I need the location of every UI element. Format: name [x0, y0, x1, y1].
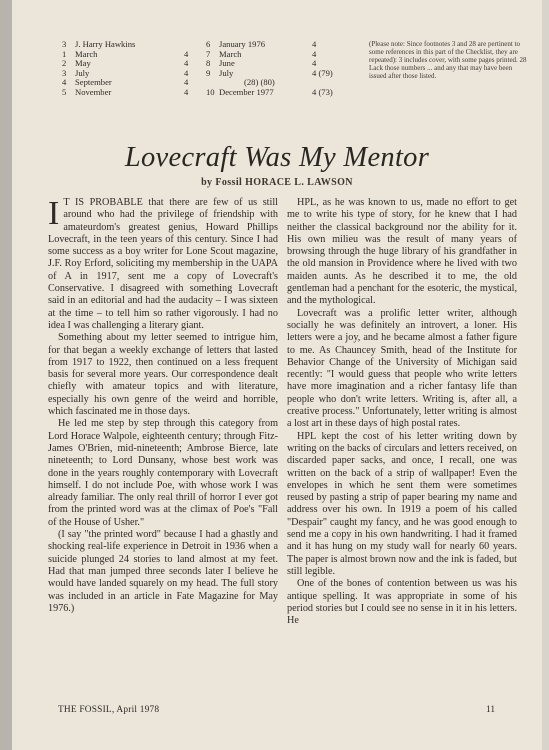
- index-number: 6: [206, 39, 211, 49]
- index-value: 4: [184, 77, 189, 88]
- article-paragraph: I T IS PROBABLE that there are few of us still around who had the privilege of friendship with amateurdom's greatest genius, Howard Phillips Lovecraft, in the teen years of this century. Since I had some success as a boy writer for Lone Scout magazine, J.F. Roy Erford, soliciting my membership in the UAPA of A in 1917, sent me a copy of Lovecraft's Conservative. I disagreed with something Lovecraft said in an editorial and had the audacity – I was sixteen at the time – to tell him so rather vigorously. I had no idea I was challenging a literary giant.: [48, 195, 278, 331]
- index-value: 4: [184, 67, 189, 78]
- article-paragraph: HPL kept the cost of his letter writing down by writing on the backs of circulars and letters received, on discarded paper sacks, and once, I recall, one was written on the back of a strip of wallpaper! Even the envelopes in which he sent them were sometimes reused by pasting a strip of paper bearing my name and address over his own. In 1919 a poem of his called "Despair" caught my fancy, and he was good enough to send me a copy in his own handwriting. I had it framed and it has hung on my study wall for nearly 60 years. The paper is almost brown now and the ink is faded, but still legible.: [287, 430, 517, 577]
- index-row: [62, 88, 212, 98]
- index-number: 5: [62, 86, 67, 97]
- index-number: 7: [206, 48, 211, 59]
- index-title: (28) (80): [244, 77, 275, 88]
- index-title: January 1976: [219, 39, 266, 49]
- index-number: 10: [206, 86, 215, 97]
- index-column-1: [62, 40, 212, 98]
- article-paragraph: (I say "the printed word" because I had a ghastly and shocking real-life experience in Detroit in 1936 when a suicide plunged 24 stories to land almost at my feet. Had that man jumped three seconds later I believe he would have landed squarely on my head. The full story was included in an article in Fate Magazine for May 1976.): [48, 529, 278, 614]
- article-paragraph: He led me step by step through this category from Lord Horace Walpole, eighteenth century; through Fitz-James O'Brien, mid-nineteenth; Ambrose Bierce, late nineteenth; to Lord Dunsany, whose best work was done in the years roughly contemporary with Lovecraft himself. I do not include Poe, with whose work I was already familiar. The only real thrill of horror I ever got from the printed word was at the climax of Poe's "Fall of the House of Usher.": [48, 418, 278, 528]
- article-paragraph: Something about my letter seemed to intrigue him, for that began a weekly exchange of letters that lasted from 1917 to 1922, then continued on a less frequent basis for several more years. Our correspondence dealt chiefly with amateur topics and with literature, especially his own genre of the weird and horrible, which fascinated me in those days.: [48, 332, 278, 418]
- index-row: [206, 69, 366, 79]
- index-title: March: [75, 48, 98, 59]
- index-number: 9: [206, 67, 211, 78]
- index-number: 2: [62, 58, 67, 69]
- magazine-page: [12, 0, 542, 750]
- index-title: June: [219, 58, 235, 69]
- article-title: Lovecraft Was My Mentor: [124, 142, 430, 173]
- article-paragraph: Lovecraft was a prolific letter writer, although socially he was definitely an introvert, a loner. His letters were a joy, and he became almost a father figure to me. As Chauncey Smith, head of the Institute for Behavior Change of the University of Michigan said recently: "I would guess that people who write letters have more imagination and a richer fantasy life than people who don't write letters. Writing is, after all, a creative process." Unfortunately, letter writing is almost a lost art in these days of high postal rates.: [287, 307, 517, 430]
- article-paragraph: One of the bones of contention between us was his antique spelling. It was appropriate in some of his period stories but I could see no sense in it in his letters. He: [287, 578, 517, 627]
- index-number: 3: [62, 67, 67, 78]
- article-byline: by Fossil HORACE L. LAWSON: [201, 177, 353, 188]
- index-title: J. Harry Hawkins: [75, 39, 136, 49]
- index-title: March: [219, 48, 242, 59]
- drop-cap: I: [48, 195, 60, 232]
- index-number: 3: [62, 39, 67, 49]
- article-left-column: [48, 197, 278, 615]
- index-number: 4: [62, 77, 67, 88]
- article-right-column: [287, 197, 517, 627]
- index-value: 4: [184, 58, 189, 69]
- index-value: 4: [312, 39, 317, 49]
- index-title: July: [75, 67, 90, 78]
- index-value: 4: [312, 48, 317, 59]
- index-value: 4 (79): [312, 67, 333, 78]
- checklist-note: (Please note: Since footnotes 3 and 28 are pertinent to some references in this part of the Checklist, they are repeated): 3 includes cover, with some pages printed. 28 Lack those numbers ... and any that may have been issued after those listed.: [369, 40, 527, 81]
- index-number: 8: [206, 58, 211, 69]
- article-paragraph: HPL, as he was known to us, made no effort to get me to write his type of story, for he knew that I had neither the classical background nor the ability for it. His own milieu was the result of many years of browsing through the huge library of his grandfather in the old mansion in Providence where he lived with two maiden aunts. As he described it to me, the old gentleman had a penchant for the esoteric, the mystical, and the mythological.: [287, 197, 517, 307]
- index-title: May: [75, 58, 91, 69]
- index-title: September: [75, 77, 112, 88]
- page-number: 11: [486, 705, 496, 715]
- index-title: November: [75, 86, 112, 97]
- index-column-2: [206, 40, 366, 98]
- index-title: December 1977: [219, 86, 274, 97]
- footer-publication: THE FOSSIL, April 1978: [58, 705, 160, 715]
- page-edge: [542, 0, 549, 750]
- index-value: 4: [184, 86, 189, 97]
- index-title: July: [219, 67, 234, 78]
- index-value: 4: [312, 58, 317, 69]
- index-number: 1: [62, 48, 67, 59]
- index-value: 4: [184, 48, 189, 59]
- index-row: [206, 88, 366, 98]
- index-value: 4 (73): [312, 86, 333, 97]
